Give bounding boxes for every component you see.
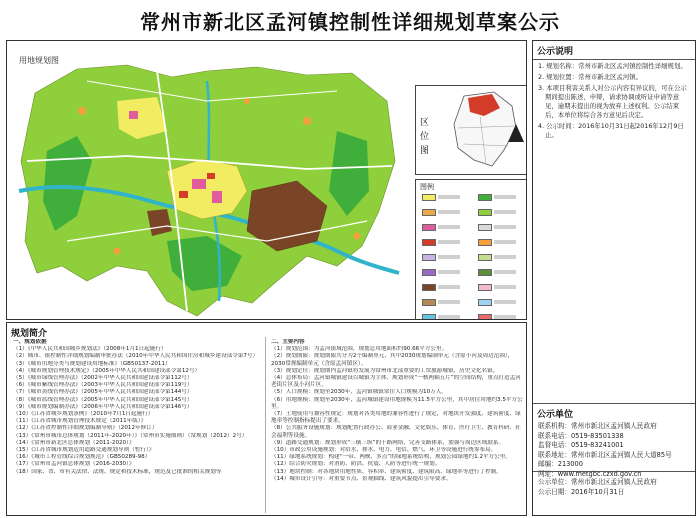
legend-swatch [478, 194, 492, 201]
public-facility-2 [212, 191, 222, 203]
contact-section [533, 403, 695, 479]
intro-line: （9）《城市规划编制办法》（2006年中华人民共和国建设部令第146号） [13, 403, 193, 410]
legend-swatch [478, 239, 492, 246]
notice-title: 公示说明 [533, 41, 695, 60]
legend-swatch [478, 299, 492, 306]
intro-line: （3）《城市用地分类与规划建设用地标准》（GB50137-2011） [13, 360, 171, 367]
intro-line: （4）总体布局：孟河镇城镇建设以城镇为主体，规划形成“一核两轴五片”的空间结构，重点打造孟河老街片区及小河片区。 [271, 375, 521, 389]
intro-line: （7）土地使用与兼容性规定：规划对各类用地的兼容性进行了规定，对地块开发强度、建筑密度、绿地率等控制指标提出了要求。 [271, 411, 521, 425]
plan-intro-panel [6, 322, 527, 516]
intro-line: （8）《城市蓝线管理办法》（2005年中华人民共和国建设部令第145号） [13, 396, 193, 403]
intro-line: （6）用地规模：规划至2030年，孟河城镇建设用地规模为11.5平方公里，其中居住用地约3.5平方公里。 [271, 396, 523, 410]
legend-swatch [478, 284, 492, 291]
legend-swatch [478, 314, 492, 320]
intro-line: （3）规划定位：规划期内孟河镇将发展为常州市北部重要的工贸旅游城镇，历史文化名镇。 [271, 367, 499, 374]
contact-postcode: 邮编：213000 [538, 460, 583, 468]
legend-swatch [478, 254, 492, 261]
location-label: 区位图 [420, 118, 430, 156]
intro-line: （7）《城市黄线管理办法》（2005年中华人民共和国建设部令第144号） [13, 389, 193, 396]
intro-right-column [271, 339, 523, 483]
intro-line: （10）市政公用设施规划：对给水、排水、电力、电信、燃气、环卫等设施进行统筹布局。 [271, 447, 497, 454]
commercial-1 [207, 173, 215, 179]
contact-website-link[interactable]: 网址：www.metgbc.czxd.gov.cn [538, 469, 642, 478]
intro-line: （1）《中华人民共和国城乡规划法》（2008年1月1日起施行） [13, 346, 167, 353]
intro-line: （8）公共服务设施规划：规划配置行政办公、商业金融、文化娱乐、体育、医疗卫生、教育科研、社会福利等设施。 [271, 425, 521, 439]
publish-date: 公示日期：2016年10月31日 [538, 487, 625, 496]
legend-label-bar [494, 285, 516, 289]
intro-line: （10）《江苏省城乡规划条例》（2010年7月1日起施行） [13, 411, 154, 418]
notice-item: 4. 公示时间：2016年10月31日起2016年12月9日止。 [538, 122, 684, 139]
intro-line: （12）《江苏省控制性详细规划编制导则》（2012年修订） [13, 425, 158, 432]
notice-item: 2. 规划位置：常州市新北区孟河镇。 [538, 73, 642, 81]
public-facility-1 [192, 179, 206, 189]
intro-line: （13）《常州市城市总体规划（2011年-2020年）》（常州市实施细则）（常规划（2012）2号） [13, 432, 248, 439]
intro-section-heading: 二、主要内容 [271, 339, 305, 345]
legend-swatch [422, 299, 436, 306]
intro-line: （4）《城市规划管理技术规定》（2005年中华人民共和国建设部令第12号） [13, 367, 201, 374]
village-3 [114, 248, 121, 255]
legend-label-bar [438, 270, 460, 274]
intro-title: 规划简介 [11, 329, 48, 339]
intro-line: （14）城市设计引导：对重要节点、景观轴线、建筑风貌提出引导要求。 [271, 475, 452, 482]
legend-swatch [422, 269, 436, 276]
column-divider [265, 337, 266, 513]
publisher-section [533, 471, 695, 497]
intro-line: （5）《城市绿线管理办法》（2002年中华人民共和国建设部令第112号） [13, 375, 193, 382]
public-facility-3 [129, 111, 138, 119]
intro-line: （2）规划期限：规划期限共分为2个编制单元，其中2030规划编制单元（含原小河及周边范围），2030常规编制单元（含原孟河镇区）。 [271, 353, 514, 367]
notice-item: 3. 本项目利害关系人对公示内容有异议的，可在公示期间提出陈述、申辩，请求协调或听证申请等意见，逾期未提出的视为放弃上述权利。公示结束后，本单位将综合各方意见后决定。 [538, 84, 687, 119]
legend-label-bar [494, 240, 516, 244]
north-arrow-icon [508, 124, 524, 142]
intro-left-column [13, 339, 263, 476]
intro-line: （14）《常州市新北区总体规划（2011-2020）》 [13, 439, 135, 446]
contact-head: 公示单位 [537, 410, 574, 420]
village-4 [354, 233, 361, 240]
legend-label-bar [494, 270, 516, 274]
intro-line: （2）城市、镇控制性详细规划编制审批办法（2010年中华人民共和国住房和城乡建设部令第7号） [13, 353, 259, 360]
legend-swatch [478, 269, 492, 276]
legend-swatch [478, 224, 492, 231]
legend-label-bar [438, 300, 460, 304]
legend-label-bar [438, 195, 460, 199]
intro-line: （5）人口规模：规划至2030年，孟河镇城镇常住人口规模为10万人。 [271, 389, 447, 396]
intro-line: （11）《江苏省城市规划管理技术规定（2011年版）》 [13, 418, 147, 425]
intro-line: （9）道路交通规划：规划形成“三横三纵”的干路网络，完善支路体系，加强与周边区域联系。 [271, 439, 505, 446]
page-title: 常州市新北区孟河镇控制性详细规划草案公示 [140, 10, 560, 34]
supervision-phone[interactable]: 监督电话：0519-83241001 [538, 441, 624, 449]
contact-phone[interactable]: 联系电话：0519-83501338 [538, 431, 624, 440]
legend-label-bar [438, 285, 460, 289]
legend-swatch [422, 314, 436, 320]
legend-label-bar [438, 240, 460, 244]
intro-line: （11）绿地系统规划：构建“一带、两楔、多点”的绿地系统结构，规划公园绿地约1.2平方公里。 [271, 454, 511, 461]
legend-label-bar [494, 225, 516, 229]
legend-swatch [422, 254, 436, 261]
legend-label-bar [438, 315, 460, 319]
intro-line: （15）《江苏省城市规划适用道路交通规划导则（暂行）》 [13, 447, 155, 454]
village-2 [303, 117, 311, 125]
land-use-map-panel [6, 40, 527, 320]
publisher-name: 公示单位：常州市新北区孟河镇人民政府 [538, 478, 657, 486]
intro-line: （18）国家、省、市有关法律、法规、规定和技术标准，规范及已批准的相关规划等 [13, 468, 222, 475]
legend-swatch [478, 209, 492, 216]
notice-item: 1. 规划名称：常州市新北区孟河镇控制性详细规划。 [538, 62, 687, 70]
legend-label-bar [494, 300, 516, 304]
notice-panel [532, 40, 696, 516]
contact-agency: 联系机构：常州市新北区孟河镇人民政府 [538, 422, 657, 430]
intro-line: （1）规划范围：为孟河镇域范围，规划总用地面积约90.66平方公里。 [271, 346, 448, 353]
intro-section-heading: 一、规划依据 [13, 339, 47, 345]
commercial-2 [179, 191, 188, 198]
legend-label-bar [494, 315, 516, 319]
legend-label-bar [494, 210, 516, 214]
legend-label-bar [438, 225, 460, 229]
legend-title: 图例 [420, 183, 434, 191]
contact-address: 联系地址：常州市新北区孟河镇人民大道85号 [538, 450, 672, 459]
intro-line: （6）《城市紫线管理办法》（2003年中华人民共和国建设部令第119号） [13, 382, 193, 389]
village-1 [78, 107, 86, 115]
map-label: 用地规划图 [19, 56, 59, 65]
land-use-map[interactable] [7, 41, 407, 319]
legend-label-bar [438, 255, 460, 259]
intro-line: （16）《城市工程管线综合规划规范》（GB50289-98） [13, 454, 151, 461]
village-5 [244, 98, 250, 104]
location-map [415, 85, 527, 175]
legend-swatch [422, 224, 436, 231]
legend-swatch [422, 239, 436, 246]
legend-swatch [422, 194, 436, 201]
legend-swatch [422, 209, 436, 216]
legend-label-bar [438, 210, 460, 214]
intro-line: （13）地块控制：对各地块用地性质、容积率、建筑密度、建筑限高、绿地率等进行了控制。 [271, 468, 502, 475]
legend-label-bar [494, 195, 516, 199]
legend-swatch [422, 284, 436, 291]
intro-line: （12）综合防灾规划：对消防、防洪、抗震、人防等进行统一规划。 [271, 461, 441, 468]
legend-label-bar [494, 255, 516, 259]
map-legend [415, 179, 527, 320]
intro-line: （17）《常州市孟河镇总体规划（2016-2030）》 [13, 461, 135, 468]
